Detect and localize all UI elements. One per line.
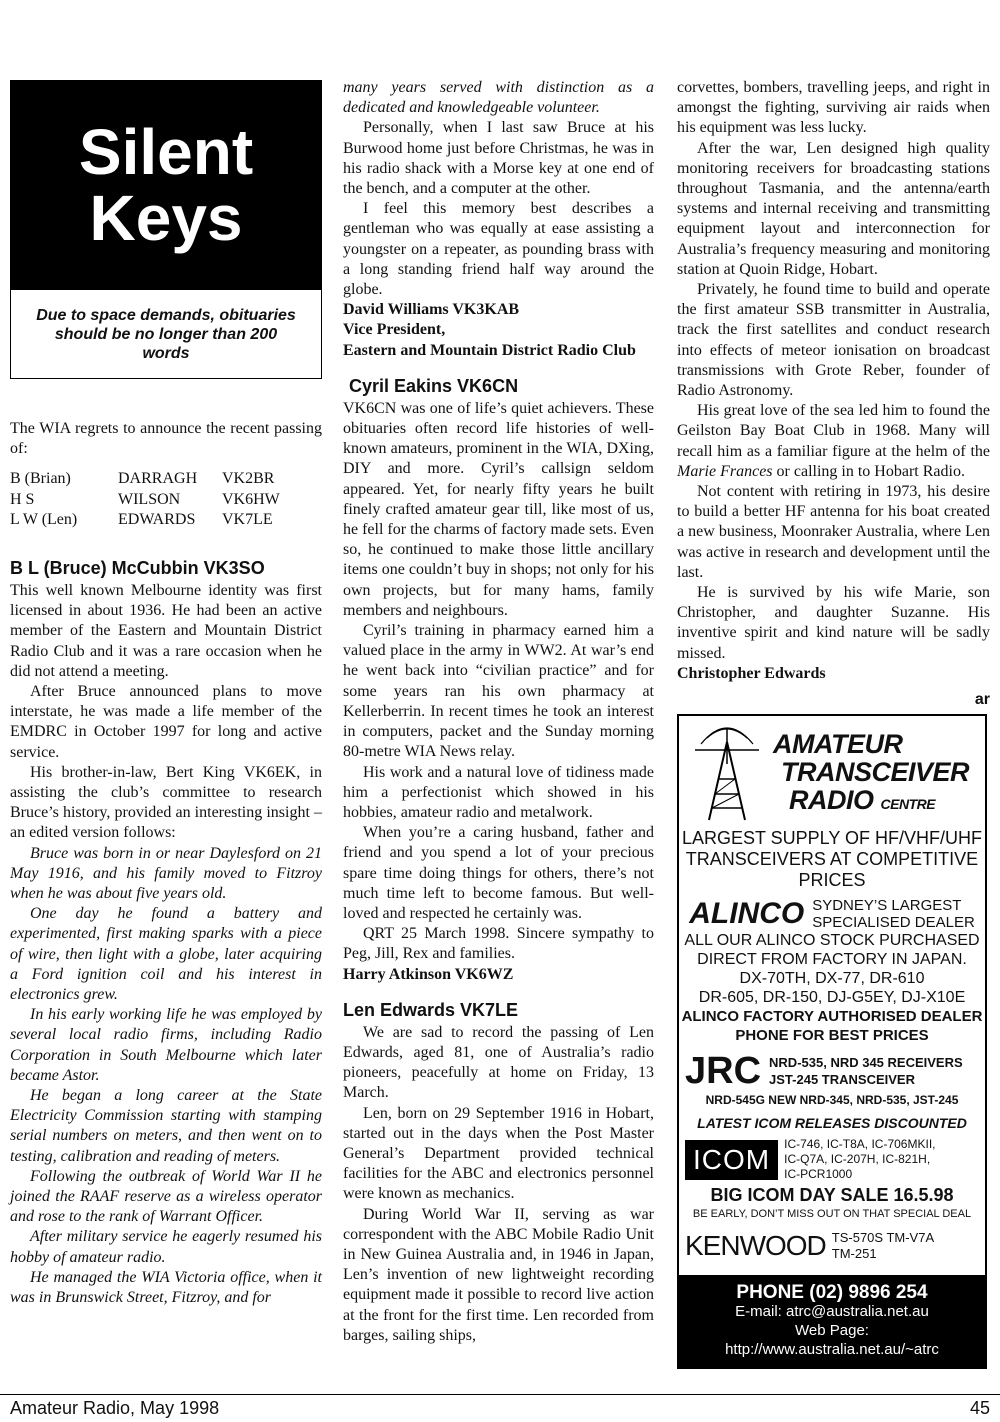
paragraph: His great love of the sea led him to found the Geilston Bay Boat Club in 1968. Many will recall him as a familiar figure at the helm of the Marie Frances or calling in to Hobart Radio. [677, 402, 990, 480]
paragraph: Len, born on 29 September 1916 in Hobart, started out in the days when the Post Master General’s Department provided technical facilities for the ABC and electronics personnel were known as mechanics. [343, 1104, 654, 1203]
paragraph: His brother-in-law, Bert King VK6EK, in assisting the club’s committee to research Bruce’s history, provided an interesting insight – an edited version follows: [10, 763, 322, 842]
atrc-advertisement: AMATEUR TRANSCEIVER RADIO CENTRE LARGEST SUPPLY OF HF/VHF/UHF TRANSCEIVERS AT COMPETITIVE PRICES ALINCO SYDNEY’S LARGEST SPECIALISED DEALER ALL OUR ALINCO STOCK PURCHASED DIRECT FROM FACTORY IN JAPAN. DX-70TH, DX-77, DR-610 DR-605, DR-150, DJ-G5EY, DJ-X10E ALINCO FACTORY AUTHORISED DEALER PHONE FOR BEST PRICES JRC NRD-535, NRD 345 RECEIVERS JST-245 TRANSCEIVER NRD-545G NEW NRD-345, NRD-535, JST-245 LATEST ICOM RELEASES DISCOUNTED ICOM IC-746, IC-T8A, IC-706MKII, IC-Q7A, IC-207H, IC-821H, IC-PCR1000 BIG ICOM DAY SALE 16.5.98 BE EARLY, DON’T MISS OUT ON THAT SPECIAL DEAL KENWOOD TS-570S TM-V7A TM-251 PHONE (02) 9896 254 E-mail: atrc@australia.net.au Web Page: http://www.australia.net.au/~atrc [677, 714, 987, 1369]
paragraph: Privately, he found time to build and operate the first amateur SSB transmitter in Australia, track the first satellites and conduct research into effects of meteor ionisation on broadcast transmissions with Grote Reber, founder of Radio Astronomy. [677, 281, 990, 400]
column-1 [10, 78, 322, 1308]
alinco-row: ALINCO SYDNEY’S LARGEST SPECIALISED DEALER [689, 897, 975, 931]
deaths-table [10, 469, 280, 531]
mccubbin-heading: B L (Bruce) McCubbin VK3SO [10, 557, 265, 578]
paragraph: Following the outbreak of World War II he joined the RAAF reserve as a wireless operator and rose to the rank of Warrant Officer. [10, 1167, 322, 1226]
signature: Christopher Edwards [677, 664, 826, 682]
kenwood-row: KENWOOD TS-570S TM-V7A TM-251 [685, 1230, 935, 1261]
paragraph: He is survived by his wife Marie, son Christopher, and daughter Suzanne. His inventive spirit and kind nature will be sadly missed. [677, 584, 990, 662]
silent-keys-banner [10, 80, 322, 290]
alinco-logo: ALINCO [689, 897, 805, 930]
paragraph: After Bruce announced plans to move interstate, he was made a life member of the EMDRC in October 1997 for long and active service. [10, 682, 322, 761]
atrc-logo [679, 716, 985, 824]
paragraph: After military service he eagerly resumed his hobby of amateur radio. [10, 1228, 322, 1266]
atrc-name: AMATEUR TRANSCEIVER RADIO CENTRE [773, 729, 970, 815]
signature: Harry Atkinson VK6WZ [343, 965, 514, 983]
page-footer [0, 1394, 1000, 1422]
paragraph: During World War II, serving as war correspondent with the ABC Mobile Radio Unit in New Guinea Australia and, in 1946 in Japan, Len’s invention of new lightweight recording equipment made it possible to record live action at the front for the first time. Len recorded from barges, sailing ships, [343, 1205, 654, 1344]
paragraph: This well known Melbourne identity was first licensed in about 1936. He had been an active member of the Eastern and Mountain District Radio Club and it was a rare occasion when he did not attend a meeting. [10, 581, 322, 680]
paragraph: Bruce was born in or near Daylesford on 21 May 1916, and his family moved to Fitzroy when he was about five years old. [10, 844, 322, 902]
intro-text: The WIA regrets to announce the recent passing of: [10, 420, 322, 458]
paragraph: When you’re a caring husband, father and friend and you spend a lot of your precious spare time doing things for others, there’s not much time left to become famous. But well-loved and respected he certainly was. [343, 824, 654, 922]
paragraph: In his early working life he was employed by several local radio firms, including Radio Corporation in South Melbourne which later became Astor. [10, 1006, 322, 1084]
eakins-heading: Cyril Eakins VK6CN [349, 375, 519, 396]
paragraph: many years served with distinction as a dedicated and knowledgeable volunteer. [343, 79, 654, 117]
banner-title-line2: Keys [89, 182, 243, 254]
table-row: H S WILSON VK6HW [10, 490, 280, 508]
table-row: B (Brian) DARRAGH VK2BR [10, 470, 275, 488]
email-address: E-mail: atrc@australia.net.au [735, 1303, 929, 1320]
paragraph: corvettes, bombers, travelling jeeps, and right in amongst the fighting, surviving air raids when his equipment was less lucky. [677, 79, 990, 137]
contact-block: PHONE (02) 9896 254 E-mail: atrc@australia.net.au Web Page: http://www.australia.net.au/~atrc [679, 1275, 985, 1367]
paragraph: Cyril’s training in pharmacy earned him a valued place in the army in WW2. At war’s end he went back into “civilian practice” and for some years ran his own pharmacy at Kellerberrin. In recent times he took an interest in computers, packet and the Sunday morning 80-metre WIA News relay. [343, 622, 654, 761]
web-address: http://www.australia.net.au/~atrc [725, 1341, 939, 1358]
paragraph: Not content with retiring in 1973, his desire to build a better HF antenna for his boat created a new business, Moonraker Australia, where Len was active in research and development until the last. [677, 483, 990, 581]
page-number: 45 [969, 1398, 990, 1418]
icom-row: ICOM IC-746, IC-T8A, IC-706MKII, IC-Q7A, IC-207H, IC-821H, IC-PCR1000 [685, 1137, 985, 1182]
icom-logo: ICOM [685, 1140, 778, 1180]
phone-number: PHONE (02) 9896 254 [736, 1282, 928, 1303]
space-note: Due to space demands, obituaries should be no longer than 200 words [10, 290, 322, 379]
edwards-heading: Len Edwards VK7LE [343, 999, 519, 1020]
column-2 [343, 78, 654, 1346]
radio-tower-icon [687, 724, 767, 824]
column-3 [677, 78, 990, 710]
paragraph: After the war, Len designed high quality monitoring receivers for broadcasting stations throughout Tasmania, and the antenna/earth systems and internal receiving and transmitting equipment layout and interconnection for Australia’s frequency measuring and monitoring station at Quoin Ridge, Hobart. [677, 139, 990, 278]
paragraph: He managed the WIA Victoria office, when it was in Brunswick Street, Fitzroy, and for [10, 1268, 322, 1307]
end-mark: ar [974, 691, 990, 709]
jrc-logo: JRC [685, 1050, 762, 1092]
paragraph: Personally, when I last saw Bruce at his Burwood home just before Christmas, he was in his radio shack with a Morse key at one end of the bench, and a computer at the other. [343, 119, 654, 198]
paragraph: I feel this memory best describes a gentleman who was equally at ease assisting a youngster on a repeater, as pounding brass with a long standing friend half way around the globe. [343, 200, 654, 299]
paragraph: He began a long career at the State Electricity Commission starting with stamping serial numbers on meters, and then went on to testing, calibration and reading of meters. [10, 1086, 322, 1165]
signature: Vice President, [343, 321, 446, 339]
paragraph: We are sad to record the passing of Len Edwards, aged 81, one of Australia’s radio pioneers, peacefully at home on Friday, 13 March. [343, 1023, 654, 1102]
table-row: L W (Len) EDWARDS VK7LE [10, 511, 273, 529]
kenwood-logo: KENWOOD [685, 1230, 826, 1261]
publication-info: Amateur Radio, May 1998 [10, 1398, 220, 1418]
paragraph: One day he found a battery and experimented, first making sparks with a piece of wire, then light with a globe, later acquiring a Ford ignition coil and his interest in electronics grew. [10, 905, 322, 1003]
signature: David Williams VK3KAB [343, 301, 520, 319]
jrc-row: JRC NRD-535, NRD 345 RECEIVERS JST-245 TRANSCEIVER [685, 1050, 963, 1092]
banner-title-line1: Silent [78, 116, 254, 188]
paragraph: QRT 25 March 1998. Sincere sympathy to Peg, Jill, Rex and families. [343, 925, 654, 963]
signature: Eastern and Mountain District Radio Club [343, 341, 636, 359]
paragraph: VK6CN was one of life’s quiet achievers. These obituaries often record life histories of well-known amateurs, prominent in the WIA, DXing, DIY and more. Cyril’s callsign seldom appeared. Yet, for nearly fifty years he built finely crafted amateur gear till, like most of us, he fell for the charms of factory made sets. Even so, he continued to make those little ancillary items one couldn’t buy in shops; not only for his own projects, but for many hams, family members and neighbours. [343, 399, 654, 619]
paragraph: His work and a natural love of tidiness made him a perfectionist which showed in his hobbies, amateur radio and metalwork. [343, 763, 654, 821]
